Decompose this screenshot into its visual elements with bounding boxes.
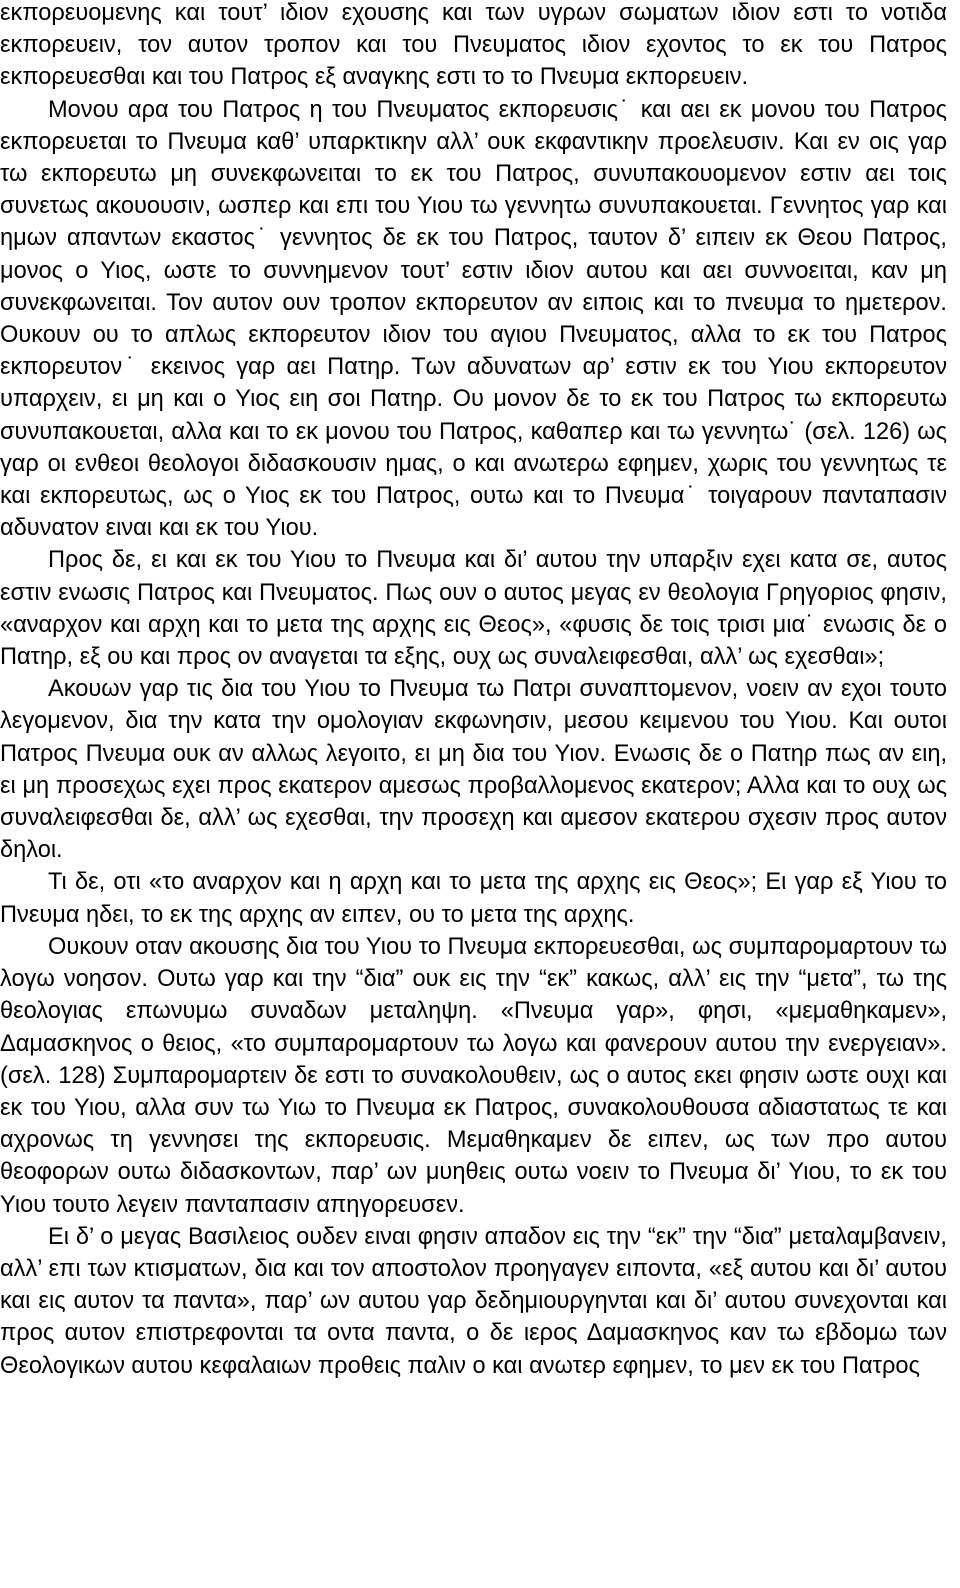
paragraph-5: Τι δε, οτι «το αναρχον και η αρχη και το μετα της αρχης εις Θεος»; Ει γαρ εξ Υιου το Πνευμα ηδει, το εκ της αρχης αν ειπεν, ου το μετα της αρχης. xyxy=(0,869,947,928)
paragraph-4: Ακουων γαρ τις δια του Υιου το Πνευμα τω Πατρι συναπτομενον, νοειν αν εχοι τουτο λεγομενον, δια την κατα την ομολογιαν εκφωνησιν, μεσου κειμενου του Υιου. Και ουτοι Πατρος Πνευμα ουκ αν αλλως λεγοιτο, ει μη δια του Υιον. Ενωσις δε ο Πατηρ πως αν ειη, ει μη προσεχως εχει προς εκατερον αμεσως προβαλλομενος εκατερον; Αλλα και το ουχ ως συναλειφεσθαι δε, αλλ’ ως εχεσθαι, την προσεχη και αμεσον εκατερου σχεσιν προς αυτον δηλοι. xyxy=(0,676,947,864)
paragraph-6: Ουκουν οταν ακουσης δια του Υιου το Πνευμα εκπορευεσθαι, ως συμπαρομαρτουν τω λογω νοησον. Ουτω γαρ και την “δια” ουκ εις την “εκ” κακως, αλλ’ εις την “μετα”, τω της θεολογιας επωνυμω συναδων μεταληψη. «Πνευμα γαρ», φησι, «μεμαθηκαμεν», Δαμασκηνος ο θειος, «το συμπαρομαρτουν τω λογω και φανερουν αυτου την ενεργειαν». (σελ. 128) Συμπαρομαρτειν δε εστι το συνακολουθειν, ως ο αυτος εκει φησιν ωστε ουχι και εκ του Υιου, αλλα συν τω Υιω το Πνευμα εκ Πατρος, συνακολουθουσα αδιαστατως τε και αχρονως τη γεννησει της εκπορευσις. Μεμαθηκαμεν δε ειπεν, ως των προ αυτου θεοφορων ουτω διδασκοντων, παρ’ ων μυηθεις ουτω νοειν το Πνευμα δι’ Υιου, το εκ του Υιου τουτο λεγειν πανταπασιν απηγορευσεν. xyxy=(0,933,947,1218)
paragraph-3: Προς δε, ει και εκ του Υιου το Πνευμα και δι’ αυτου την υπαρξιν εχει κατα σε, αυτος εστιν ενωσις Πατρος και Πνευματος. Πως ουν ο αυτος μεγας εν θεολογια Γρηγοριος φησιν, «αναρχον και αρχη και το μετα της αρχης εις Θεος», «φυσις δε τοις τρισι μια˙ ενωσις δε ο Πατηρ, εξ ου και προς ον αναγεται τα εξης, ουχ ως συναλειφεσθαι, αλλ’ ως εχεσθαι»; xyxy=(0,547,947,671)
paragraph-2: Μονου αρα του Πατρος η του Πνευματος εκπορευσις˙ και αει εκ μονου του Πατρος εκπορευεται το Πνευμα καθ’ υπαρκτικην αλλ’ ουκ εκφαντικην προελευσιν. Και εν οις γαρ τω εκπορευτω μη συνεκφωνειται το εκ του Πατρος, συνυπακουομενον εστιν αει τοις συνετως ακουουσιν, ωσπερ και επι του Υιου τω γεννητω συνυπακουεται. Γεννητος γαρ και ημων απαντων εκαστος˙ γεννητος δε εκ του Πατρος, ταυτον δ’ ειπειν εκ Θεου Πατρος, μονος ο Υιος, ωστε το συννημενον τουτ’ εστιν ιδιον αυτου και αει συννοειται, καν μη συνεκφωνειται. Τον αυτον ουν τροπον εκπορευτον αν ειποις και το πνευμα το ημετερον. Ουκουν ου το απλως εκπορευτον ιδιον του αγιου Πνευματος, αλλα το εκ του Πατρος εκπορευτον˙ εκεινος γαρ αει Πατηρ. Των αδυνατων αρ’ εστιν εκ του Υιου εκπορευτον υπαρχειν, ει μη και ο Υιος ειη σοι Πατηρ. Ου μονον δε το εκ του Πατρος τω εκπορευτω συνυπακουεται, αλλα και το εκ μονου του Πατρος, καθαπερ και τω γεννητω˙ (σελ. 126) ως γαρ οι ενθεοι θεολογοι διδασκουσιν ημας, ο και ανωτερω εφημεν, χωρις του γεννητως τε και εκπορευτως, ως ο Υιος εκ του Πατρος, ουτω και το Πνευμα˙ τοιγαρουν πανταπασιν αδυνατον ειναι και εκ του Υιου. xyxy=(0,96,947,542)
paragraph-7: Ει δ’ ο μεγας Βασιλειος ουδεν ειναι φησιν απαδον εις την “εκ” την “δια” μεταλαμβανειν, αλλ’ επι των κτισματων, δια και τον αποστολον προηγαγεν ειποντα, «εξ αυτου και δι’ αυτου και εις αυτον τα παντα», παρ’ ων αυτου γαρ δεδημιουργηνται και δι’ αυτου συνεχονται και προς αυτον επιστρεφονται τα οντα παντα, ο δε ιερος Δαμασκηνος καν τω εβδομω των Θεολογικων αυτου κεφαλαιων προθεις παλιν ο και ανωτερ εφημεν, το μεν εκ του Πατρος xyxy=(0,1223,947,1379)
paragraph-1: εκπορευομενης και τουτ’ ιδιον εχουσης και των υγρων σωματων ιδιον εστι το νοτιδα εκπορευειν, τον αυτον τροπον και του Πνευματος ιδιον εχοντος το εκ του Πατρος εκπορευεσθαι και του Πατρος εξ αναγκης εστι το το Πνευμα εκπορευειν. xyxy=(0,0,947,91)
